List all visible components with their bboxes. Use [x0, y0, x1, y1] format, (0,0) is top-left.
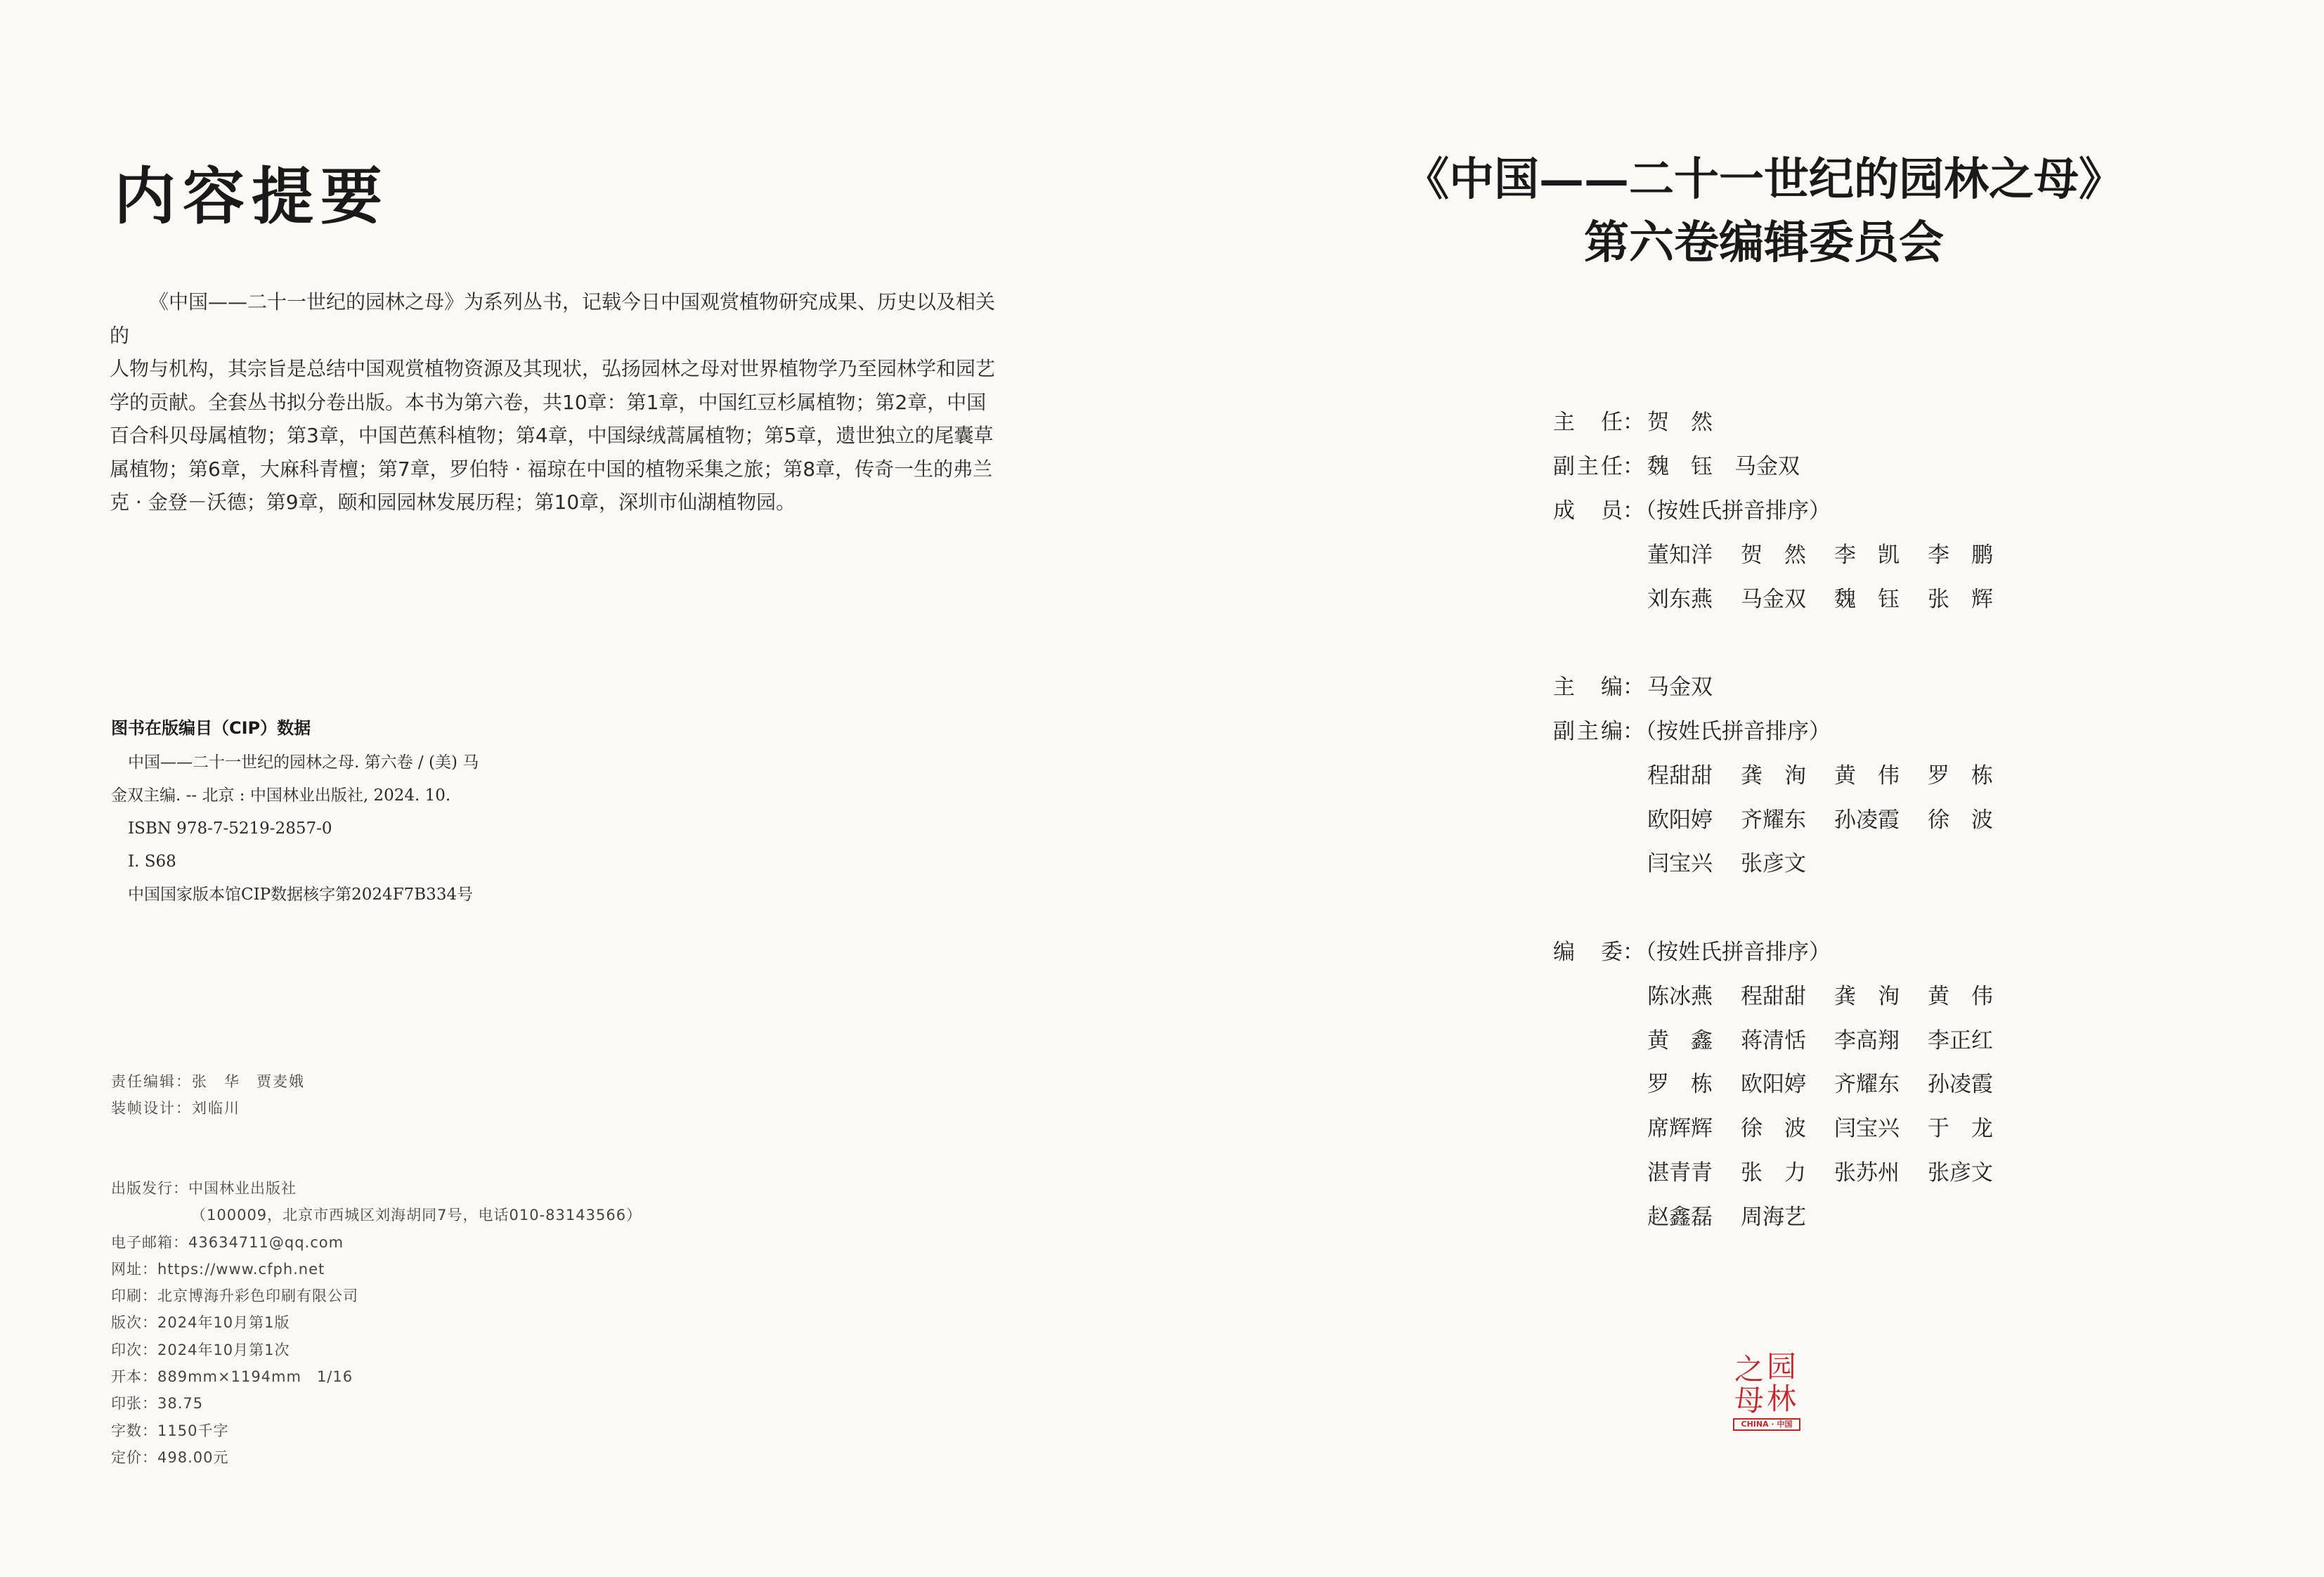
- book-title: 《中国——二十一世纪的园林之母》: [1404, 153, 2124, 206]
- member-name: 程甜甜: [1741, 983, 1806, 1009]
- editors-credits: [111, 1068, 305, 1122]
- role-label: [1553, 673, 1644, 702]
- pub-line: 字数：1150千字: [111, 1422, 229, 1439]
- role-value: 魏 钰 马金双: [1647, 454, 1800, 479]
- role-label-char: 任：: [1601, 454, 1644, 479]
- member-name: 张彦文: [1741, 851, 1806, 877]
- member-name: 董知洋: [1647, 542, 1713, 568]
- role-label: [1553, 408, 1644, 437]
- cip-line: 中国——二十一世纪的园林之母. 第六卷 / (美) 马: [128, 753, 479, 772]
- role-value: 马金双: [1647, 675, 1713, 700]
- member-name: 闫宝兴: [1647, 851, 1713, 877]
- pub-line: 定价：498.00元: [111, 1448, 229, 1466]
- credit-line: 责任编辑：张 华 贾麦娥: [111, 1073, 305, 1090]
- role-label-char: 员：: [1601, 498, 1644, 524]
- member-name: 陈冰燕: [1647, 983, 1713, 1009]
- member-name: 张彦文: [1928, 1160, 1993, 1186]
- member-name: 李正红: [1928, 1027, 1993, 1053]
- role-label-char: 主: [1577, 719, 1599, 744]
- role-label-char: 副: [1553, 719, 1575, 744]
- role-label-char: 副: [1553, 454, 1575, 479]
- cip-block: [111, 746, 547, 911]
- member-name: 徐 波: [1741, 1116, 1806, 1142]
- role-label-char: 主: [1553, 410, 1575, 435]
- member-name: 于 龙: [1928, 1116, 1993, 1142]
- credit-line: 装帧设计：刘临川: [111, 1100, 240, 1117]
- role-label-char: 编: [1553, 940, 1575, 965]
- member-name: 贺 然: [1741, 542, 1806, 568]
- role-label-char: 成: [1553, 498, 1575, 524]
- member-name: 黄 伟: [1834, 762, 1900, 788]
- role-label-char: 任：: [1601, 410, 1644, 435]
- cip-line: 中国国家版本馆CIP数据核字第2024F7B334号: [128, 885, 474, 904]
- member-name: 席辉辉: [1647, 1116, 1713, 1142]
- summary-line: 学的贡献。全套丛书拟分卷出版。本书为第六卷，共10章：第1章，中国红豆杉属植物；第2章，中国: [110, 390, 987, 414]
- member-name: 魏 钰: [1834, 586, 1900, 612]
- member-name: 欧阳婷: [1647, 807, 1713, 833]
- member-name: 蒋清恬: [1741, 1027, 1806, 1053]
- member-name: 湛青青: [1647, 1160, 1713, 1186]
- summary-line: 克 · 金登－沃德；第9章，颐和园园林发展历程；第10章，深圳市仙湖植物园。: [110, 491, 796, 514]
- summary-body: [110, 285, 1011, 519]
- member-name: 齐耀东: [1741, 807, 1806, 833]
- cip-line: Ⅰ. S68: [128, 852, 176, 871]
- member-name: 刘东燕: [1647, 586, 1713, 612]
- seal-char: 母: [1734, 1383, 1765, 1417]
- member-name: 龚 洵: [1834, 983, 1900, 1009]
- role-label-char: 编：: [1601, 719, 1644, 744]
- pub-line: 版次：2024年10月第1版: [111, 1314, 290, 1332]
- seal-bar: CHINA · 中国: [1733, 1418, 1800, 1431]
- seal-logo: [1733, 1349, 1800, 1435]
- summary-line: 百合科贝母属植物；第3章，中国芭蕉科植物；第4章，中国绿绒蒿属植物；第5章，遗世独立的尾囊草: [110, 424, 994, 447]
- pub-line: 印刷：北京博海升彩色印刷有限公司: [111, 1287, 358, 1305]
- cip-title: 图书在版编目（CIP）数据: [111, 718, 311, 738]
- summary-title: 内容提要: [114, 160, 390, 233]
- role-label: [1553, 717, 1644, 746]
- pub-line: （100009，北京市西城区刘海胡同7号，电话010-83143566）: [191, 1207, 642, 1224]
- member-name: 徐 波: [1928, 807, 1993, 833]
- member-name: 闫宝兴: [1834, 1116, 1900, 1142]
- pub-line: 网址：https://www.cfph.net: [111, 1260, 325, 1278]
- member-name: 张 力: [1741, 1160, 1806, 1186]
- pub-line: 印次：2024年10月第1次: [111, 1341, 290, 1358]
- role-label: [1553, 496, 1644, 526]
- cip-line: ISBN 978-7-5219-2857-0: [128, 819, 332, 838]
- role-value: （按姓氏拼音排序）: [1635, 498, 1831, 524]
- seal-char: 林: [1767, 1382, 1797, 1416]
- member-name: 龚 洵: [1741, 762, 1806, 788]
- member-name: 罗 栋: [1647, 1072, 1713, 1098]
- member-name: 张 辉: [1928, 586, 1993, 612]
- summary-line: 属植物；第6章，大麻科青檀；第7章，罗伯特 · 福琼在中国的植物采集之旅；第8章，传奇一生的弗兰: [110, 457, 993, 481]
- committee-title: 第六卷编辑委员会: [1584, 216, 1944, 269]
- member-name: 黄 伟: [1928, 983, 1993, 1009]
- pub-line: 印张：38.75: [111, 1395, 204, 1413]
- pub-line: 电子邮箱：43634711@qq.com: [111, 1233, 344, 1251]
- pub-line: 开本：889mm×1194mm 1/16: [111, 1368, 353, 1386]
- role-value: （按姓氏拼音排序）: [1635, 719, 1831, 744]
- member-name: 周海艺: [1741, 1204, 1806, 1230]
- member-name: 齐耀东: [1834, 1072, 1900, 1098]
- member-name: 马金双: [1741, 586, 1806, 612]
- member-name: 赵鑫磊: [1647, 1204, 1713, 1230]
- role-value: （按姓氏拼音排序）: [1635, 940, 1831, 965]
- summary-line: 《中国——二十一世纪的园林之母》为系列丛书，记载今日中国观赏植物研究成果、历史以及相关的: [110, 290, 996, 347]
- member-name: 孙凌霞: [1834, 807, 1900, 833]
- member-name: 黄 鑫: [1647, 1027, 1713, 1053]
- cip-line: 金双主编. -- 北京 : 中国林业出版社, 2024. 10.: [111, 786, 451, 805]
- seal-char: 之: [1734, 1352, 1765, 1387]
- member-name: 张苏州: [1834, 1160, 1900, 1186]
- role-label: [1553, 937, 1644, 967]
- member-name: 孙凌霞: [1928, 1072, 1993, 1098]
- member-name: 罗 栋: [1928, 762, 1993, 788]
- role-label-char: 委：: [1601, 940, 1644, 965]
- member-name: 程甜甜: [1647, 762, 1713, 788]
- pub-line: 出版发行：中国林业出版社: [111, 1180, 297, 1197]
- role-value: 贺 然: [1647, 410, 1713, 435]
- member-name: 李高翔: [1834, 1027, 1900, 1053]
- role-label-char: 主: [1577, 454, 1599, 479]
- role-label-char: 编：: [1601, 675, 1644, 700]
- publishing-info: [111, 1175, 642, 1471]
- member-name: 李 凯: [1834, 542, 1900, 568]
- member-name: 欧阳婷: [1741, 1072, 1806, 1098]
- summary-line: 人物与机构，其宗旨是总结中国观赏植物资源及其现状，弘扬园林之母对世界植物学乃至园林学和园艺: [110, 357, 996, 380]
- role-label-char: 主: [1553, 675, 1575, 700]
- seal-char: 园: [1767, 1349, 1797, 1384]
- role-label: [1553, 452, 1644, 481]
- member-name: 李 鹏: [1928, 542, 1993, 568]
